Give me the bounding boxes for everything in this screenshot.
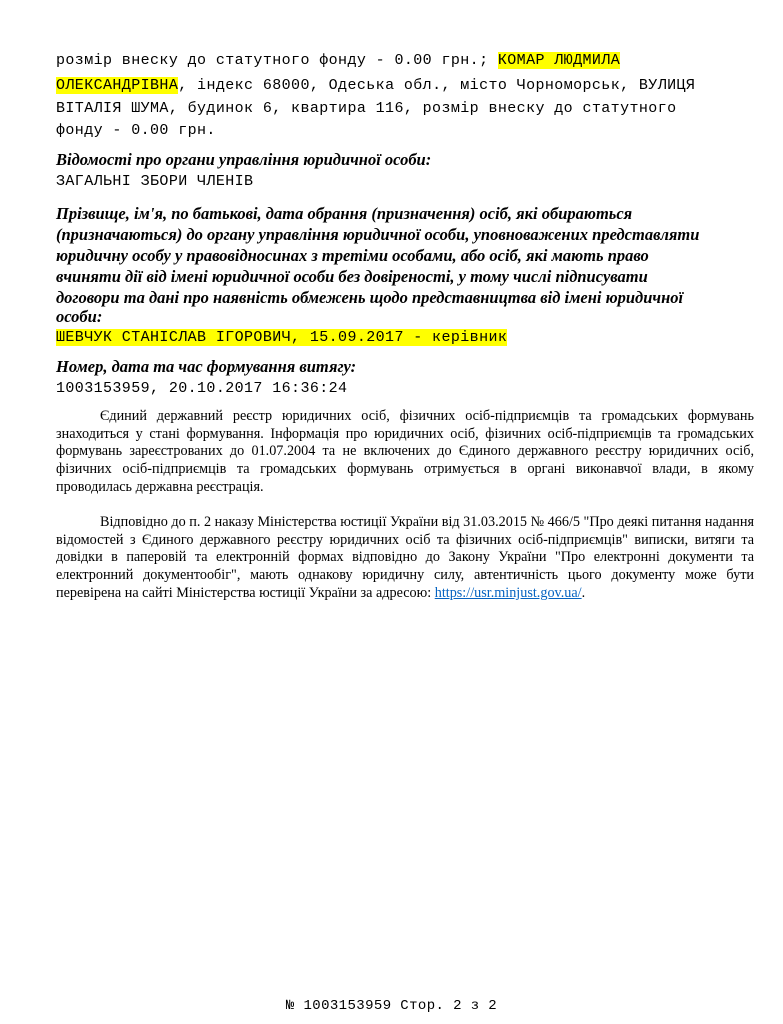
signers-heading-line: Прізвище, ім'я, по батькові, дата обрання (призначення) осіб, які обираються [56, 204, 633, 223]
extract-heading: Номер, дата та час формування витягу: [56, 357, 357, 376]
registry-link[interactable]: https://usr.minjust.gov.ua/ [434, 584, 582, 601]
signers-heading-line: договори та дані про наявність обмежень щодо представництва від імені юридичної [56, 288, 684, 307]
signer-highlight: ШЕВЧУК СТАНІСЛАВ ІГОРОВИЧ, 15.09.2017 - керівник [56, 329, 508, 346]
founder-text: , індекс 68000, Одеська обл., місто Чорноморськ, ВУЛИЦЯ [178, 77, 696, 94]
note-paragraph-1: Єдиний державний реєстр юридичних осіб, фізичних осіб-підприємців та громадських формувань знаходиться у стані формування. Інформація про юридичних осіб, фізичних осіб-підприємців та громадських формувань зареєстрованих до 01.07.2004 та не включених до Єдиного державного реєстру юридичних осіб, фізичних осіб-підприємців та громадських формувань отримується в органі виконавчої влади, в якому проводилась державна реєстрація. [56, 408, 754, 495]
founder-name-highlight: КОМАР ЛЮДМИЛА [497, 52, 621, 69]
note-paragraph-2 [56, 514, 754, 603]
note-text: Відповідно до п. 2 наказу Міністерства юстиції України від 31.03.2015 № 466/5 "Про деякі питання надання відомостей з Єдиного державного реєстру юридичних осіб та фізичних осіб-підприємців" виписки, витяги та довідки в паперовій та електронній формах відповідно до Закону України "Про електронні документи та електронний документообіг", мають однакову юридичну силу, автентичність цього документу може бути перевірена на сайті Міністерства юстиції України за адресою: [56, 514, 754, 601]
founders-line-1 [56, 52, 620, 69]
signers-heading-line: юридичну особу у правовідносинах з третіми особами, або осіб, які мають право [56, 246, 649, 265]
founders-line-3: ВІТАЛІЯ ШУМА, будинок 6, квартира 116, розмір внеску до статутного [56, 100, 677, 117]
signers-heading-line: (призначаються) до органу управління юридичної особи, уповноважених представляти [56, 225, 700, 244]
signers-heading-line: особи: [56, 307, 103, 326]
management-heading: Відомості про органи управління юридичної особи: [56, 150, 432, 169]
founders-line-2 [56, 77, 695, 94]
signers-value [56, 329, 507, 346]
founder-text: розмір внеску до статутного фонду - 0.00 грн.; [56, 52, 498, 69]
note-text: . [581, 584, 586, 601]
signers-heading-line: вчиняти дії від імені юридичної особи без довіреності, у тому числі підписувати [56, 267, 648, 286]
extract-value: 1003153959, 20.10.2017 16:36:24 [56, 380, 348, 397]
management-value: ЗАГАЛЬНІ ЗБОРИ ЧЛЕНІВ [56, 173, 254, 190]
page-footer: № 1003153959 Стор. 2 з 2 [285, 998, 498, 1014]
founder-name-highlight: ОЛЕКСАНДРІВНА [56, 77, 179, 94]
founders-line-4: фонду - 0.00 грн. [56, 122, 216, 139]
